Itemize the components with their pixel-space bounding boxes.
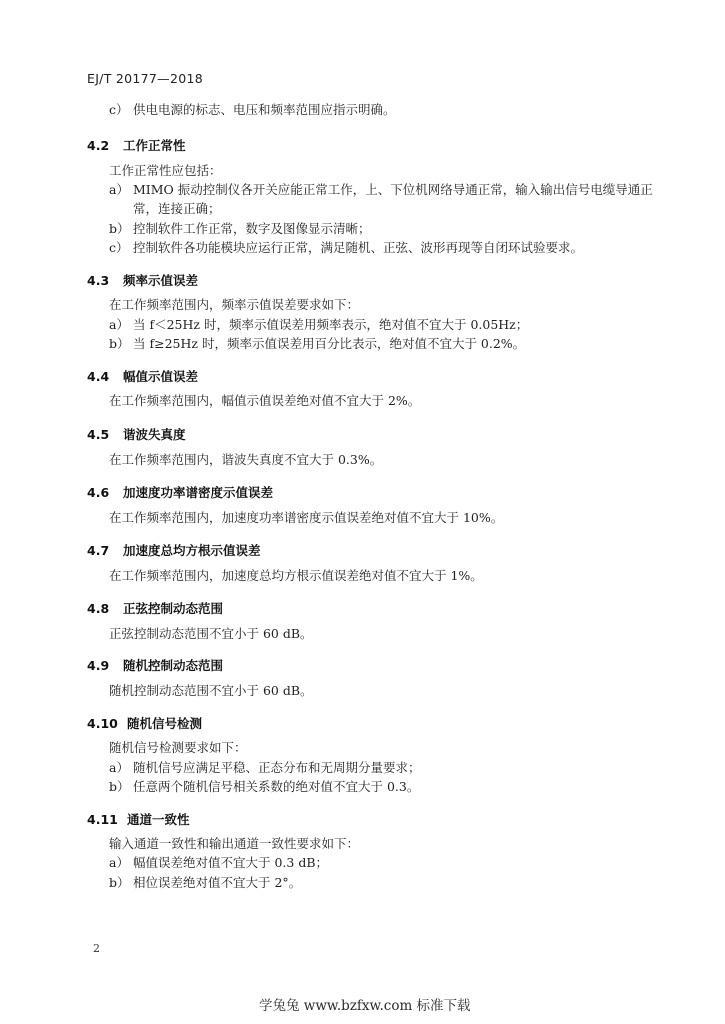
list-marker: a） [109, 317, 129, 332]
list-item-text: 控制软件各功能模块应运行正常，满足随机、正弦、波形再现等自闭环试验要求。 [133, 240, 584, 255]
list-marker: b） [109, 221, 130, 236]
list-item [109, 221, 371, 237]
footer-watermark: 学兔兔 www.bzfxw.com 标准下载 [259, 998, 471, 1014]
section-title: 正弦控制动态范围 [123, 601, 224, 616]
list-marker: b） [109, 875, 130, 890]
document-id-header: EJ/T 20177—2018 [87, 71, 203, 86]
paragraph: 随机控制动态范围不宜小于 60 dB。 [109, 683, 313, 698]
section-number: 4.6 [87, 485, 110, 500]
list-marker: c） [109, 102, 129, 117]
paragraph: 工作正常性应包括： [109, 163, 222, 178]
paragraph: 输入通道一致性和输出通道一致性要求如下： [109, 836, 360, 851]
section-heading-4-4 [87, 367, 198, 385]
section-title: 频率示值误差 [123, 273, 199, 288]
list-item-text: 当 f＜25Hz 时，频率示值误差用频率表示，绝对值不宜大于 0.05Hz； [133, 317, 529, 332]
section-heading-4-7 [87, 541, 261, 559]
list-marker: a） [109, 855, 129, 870]
intro-list-item [109, 102, 396, 118]
list-marker: c） [109, 240, 129, 255]
section-heading-4-9 [87, 656, 223, 674]
list-item-continuation: 常，连接正确； [133, 201, 221, 216]
paragraph: 在工作频率范围内，幅值示值误差绝对值不宜大于 2%。 [109, 393, 421, 408]
list-item [109, 779, 419, 795]
paragraph: 正弦控制动态范围不宜小于 60 dB。 [109, 626, 313, 641]
paragraph: 在工作频率范围内，加速度功率谱密度示值误差绝对值不宜大于 10%。 [109, 510, 504, 525]
section-number: 4.3 [87, 273, 110, 288]
section-number: 4.8 [87, 601, 110, 616]
section-number: 4.7 [87, 543, 110, 558]
paragraph: 在工作频率范围内，频率示值误差要求如下： [109, 297, 360, 312]
list-marker: a） [109, 182, 129, 197]
list-item [109, 855, 328, 871]
section-number: 4.9 [87, 658, 110, 673]
section-title: 谐波失真度 [123, 427, 186, 442]
list-item [109, 240, 583, 256]
section-heading-4-5 [87, 425, 186, 443]
section-heading-4-2 [87, 136, 186, 154]
section-number: 4.11 [87, 812, 118, 827]
list-item-text: 幅值误差绝对值不宜大于 0.3 dB； [133, 855, 329, 870]
section-heading-4-3 [87, 271, 198, 289]
list-item-text: MIMO 振动控制仪各开关应能正常工作，上、下位机网络导通正常，输入输出信号电缆导通正 [133, 182, 653, 197]
paragraph: 在工作频率范围内，加速度总均方根示值误差绝对值不宜大于 1%。 [109, 568, 483, 583]
list-marker: b） [109, 779, 130, 794]
section-number: 4.10 [87, 716, 118, 731]
section-number: 4.4 [87, 369, 110, 384]
section-heading-4-11 [87, 810, 190, 828]
list-item-text: 供电电源的标志、电压和频率范围应指示明确。 [133, 102, 396, 117]
list-item-text: 任意两个随机信号相关系数的绝对值不宜大于 0.3。 [133, 779, 420, 794]
section-heading-4-10 [87, 714, 202, 732]
section-title: 随机控制动态范围 [123, 658, 224, 673]
list-item [109, 336, 525, 352]
section-title: 加速度功率谱密度示值误差 [123, 485, 274, 500]
list-item-text: 随机信号应满足平稳、正态分布和无周期分量要求； [133, 760, 421, 775]
page-number: 2 [93, 942, 100, 955]
list-item [109, 182, 653, 198]
list-marker: b） [109, 336, 130, 351]
section-title: 随机信号检测 [127, 716, 203, 731]
list-item [109, 760, 421, 776]
section-number: 4.2 [87, 138, 110, 153]
section-title: 加速度总均方根示值误差 [123, 543, 261, 558]
section-title: 通道一致性 [127, 812, 190, 827]
section-heading-4-8 [87, 599, 223, 617]
list-item-text: 当 f≥25Hz 时，频率示值误差用百分比表示，绝对值不宜大于 0.2%。 [133, 336, 526, 351]
list-item-text: 相位误差绝对值不宜大于 2°。 [133, 875, 302, 890]
list-item [109, 317, 528, 333]
section-heading-4-6 [87, 483, 273, 501]
list-item-text: 控制软件工作正常，数字及图像显示清晰； [133, 221, 371, 236]
section-title: 工作正常性 [123, 138, 186, 153]
paragraph: 在工作频率范围内，谐波失真度不宜大于 0.3%。 [109, 452, 383, 467]
section-title: 幅值示值误差 [123, 369, 199, 384]
paragraph: 随机信号检测要求如下： [109, 740, 247, 755]
section-number: 4.5 [87, 427, 110, 442]
list-item [109, 875, 301, 891]
list-marker: a） [109, 760, 129, 775]
